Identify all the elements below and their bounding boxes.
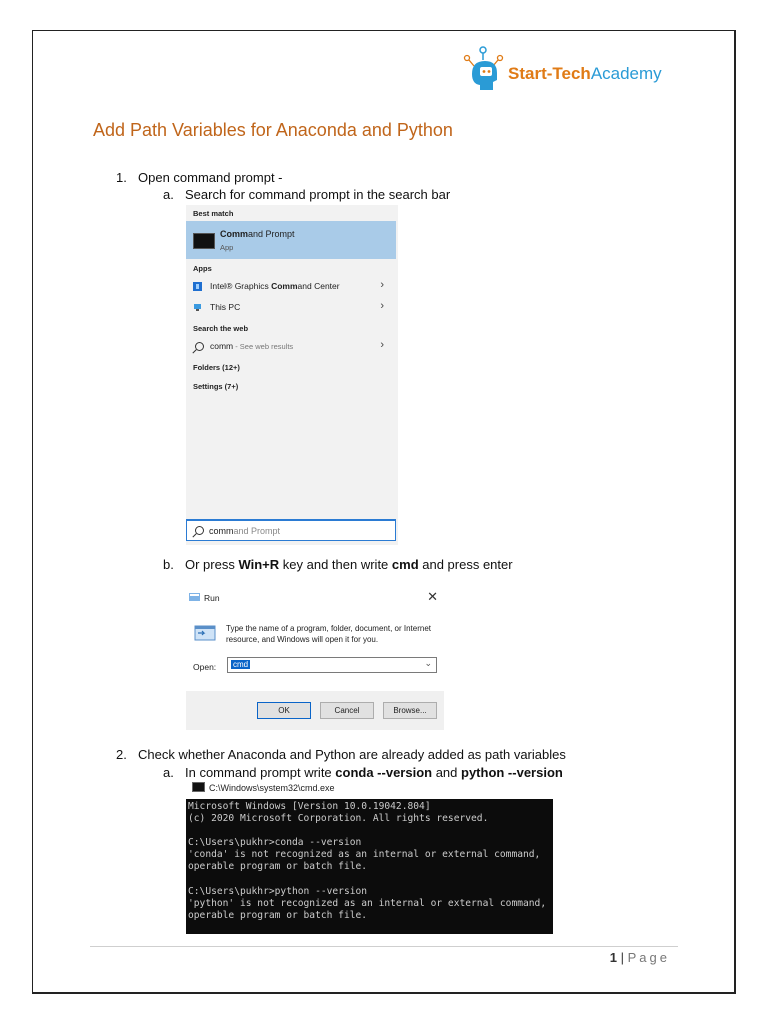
step-1a-number: a. [163, 187, 174, 202]
terminal-line: C:\Users\pukhr>conda --version [188, 837, 362, 848]
terminal-line: operable program or batch file. [188, 861, 368, 872]
terminal-line: Microsoft Windows [Version 10.0.19042.804] [188, 801, 431, 812]
step-1a [163, 187, 450, 202]
conda-command: conda --version [335, 765, 433, 780]
best-match-subtitle: App [220, 243, 234, 252]
logo-academy: Academy [590, 64, 662, 83]
ok-button[interactable]: OK [257, 702, 311, 719]
step-1-number: 1. [116, 170, 127, 185]
intel-graphics-icon [193, 282, 202, 291]
step-1b-number: b. [163, 557, 174, 572]
win-r-key: Win+R [238, 557, 280, 572]
app-this-pc[interactable] [186, 299, 396, 317]
terminal-line: 'python' is not recognized as an internal or external command, [188, 898, 547, 909]
cmd-keyword: cmd [391, 557, 419, 572]
robot-head-logo-icon [458, 44, 508, 100]
open-label: Open: [193, 662, 217, 672]
cmd-window-icon [192, 782, 205, 792]
step-2-text: Check whether Anaconda and Python are already added as path variables [138, 747, 566, 762]
best-match-rest: and Prompt [248, 229, 295, 239]
terminal-line: 'conda' is not recognized as an internal or external command, [188, 849, 541, 860]
step-2a-number: a. [163, 765, 174, 780]
best-match-command-prompt[interactable] [186, 221, 396, 259]
run-description: Type the name of a program, folder, document, or Internet resource, and Windows will open it for you. [226, 624, 432, 644]
chevron-right-icon: › [380, 339, 384, 351]
step-2a: a. In command prompt write conda --version and python --version [163, 765, 563, 780]
best-match-heading: Best match [193, 209, 234, 218]
step-1 [116, 170, 283, 185]
terminal-line: (c) 2020 Microsoft Corporation. All rights reserved. [188, 813, 489, 824]
footer-divider [90, 946, 678, 947]
step-2-number: 2. [116, 747, 127, 762]
app-this-pc-label: This PC [210, 302, 241, 312]
step-1-text: Open command prompt - [138, 170, 283, 185]
step-2 [116, 747, 566, 762]
run-app-icon [189, 592, 201, 602]
run-program-icon [194, 624, 218, 642]
best-match-bold: Comm [220, 229, 249, 239]
open-value: cmd [233, 660, 249, 669]
cancel-button[interactable]: Cancel [320, 702, 374, 719]
start-search-panel [186, 205, 398, 545]
folders-heading[interactable]: Folders (12+) [193, 363, 240, 372]
apps-heading: Apps [193, 264, 212, 273]
close-icon[interactable]: ✕ [427, 589, 438, 604]
web-result-label: comm - See web results [210, 341, 294, 351]
app-intel-label: Intel® Graphics Command Center [210, 281, 340, 291]
run-dialog-footer [186, 691, 444, 730]
page-label: Page [627, 950, 670, 965]
run-dialog [186, 588, 444, 730]
best-match-title [220, 229, 295, 239]
step-1b: b. Or press Win+R key and then write cmd and press enter [163, 557, 513, 572]
search-icon [195, 342, 204, 351]
settings-heading[interactable]: Settings (7+) [193, 382, 239, 391]
chevron-right-icon: › [380, 279, 384, 291]
start-tech-logo [458, 44, 688, 100]
search-icon [195, 526, 204, 535]
taskbar-search-input[interactable] [186, 519, 396, 541]
chevron-down-icon[interactable]: ⌄ [424, 658, 432, 668]
step-1a-text: Search for command prompt in the search bar [185, 187, 451, 202]
cmd-terminal[interactable] [186, 799, 553, 934]
document-title: Add Path Variables for Anaconda and Python [93, 120, 453, 140]
app-intel-graphics[interactable] [186, 278, 396, 296]
logo-start: Start-Tech [508, 64, 591, 83]
browse-button[interactable]: Browse... [383, 702, 437, 719]
page-number-value: 1 [609, 950, 618, 965]
this-pc-icon [193, 303, 202, 312]
terminal-line: C:\Users\pukhr>python --version [188, 886, 368, 897]
search-web-heading: Search the web [193, 324, 249, 333]
python-command: python --version [461, 765, 563, 780]
run-dialog-title: Run [204, 593, 220, 603]
terminal-line: operable program or batch file. [188, 910, 368, 921]
logo-wordmark [508, 64, 662, 84]
command-prompt-icon [193, 233, 215, 249]
cmd-window-caption: C:\Windows\system32\cmd.exe [192, 782, 335, 793]
web-result-comm[interactable] [186, 338, 396, 356]
chevron-right-icon: › [380, 300, 384, 312]
open-combobox[interactable] [227, 657, 437, 673]
search-input-value: command Prompt [209, 526, 281, 536]
page-number: 1 | Page [609, 950, 670, 965]
